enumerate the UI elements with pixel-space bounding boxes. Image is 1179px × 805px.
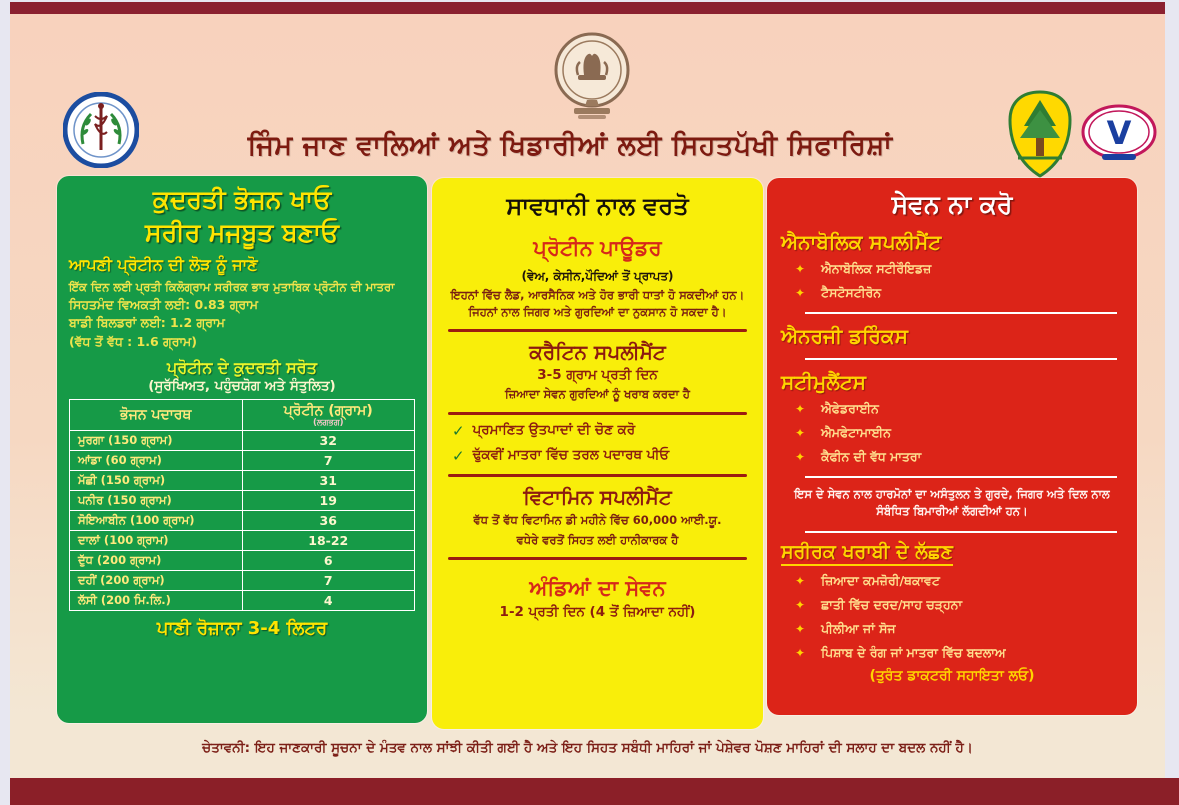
food-item: ਆਂਡਾ (60 ਗ੍ਰਾਮ) (70, 451, 243, 471)
vitamin-line1: ਵੱਧ ਤੋਂ ਵੱਧ ਵਿਟਾਮਿਨ ਡੀ ਮਹੀਨੇ ਵਿੱਚ 60,000 ਆਈ.ਯੂ. (473, 513, 722, 528)
list-item (795, 448, 1123, 466)
food-item: ਮੱਛੀ (150 ਗ੍ਰਾਮ) (70, 471, 243, 491)
table-row (70, 451, 415, 471)
divider (805, 358, 1117, 360)
creatine-heading: ਕਰੈਟਿਨ ਸਪਲੀਮੈਂਟ (529, 340, 666, 365)
column-header-protein (242, 399, 415, 431)
checklist-item (452, 422, 753, 440)
table-row (70, 491, 415, 511)
energy-drinks-heading: ਐਨਰਜੀ ਡਰਿੰਕਸ (781, 324, 908, 348)
diamond-bullet-icon: ✦ (795, 450, 806, 464)
diamond-bullet-icon: ✦ (795, 573, 806, 588)
diamond-bullet-icon: ✦ (795, 286, 806, 300)
red-panel-do-not-consume (767, 178, 1137, 715)
green-title-line2: ਸਰੀਰ ਮਜਬੂਤ ਬਣਾਓ (145, 217, 339, 247)
list-item (795, 620, 1123, 638)
veterinary-logo-icon (1080, 104, 1158, 164)
medical-help-note: (ਤੁਰੰਤ ਡਾਕਟਰੀ ਸਹਾਇਤਾ ਲਓ) (869, 667, 1035, 684)
footer-disclaimer: ਚੇਤਾਵਨੀ: ਇਹ ਜਾਣਕਾਰੀ ਸੂਚਨਾ ਦੇ ਮੰਤਵ ਨਾਲ ਸਾਂਝੀ ਕੀਤੀ ਗਈ ਹੈ ਅਤੇ ਇਹ ਸਿਹਤ ਸਬੰਧੀ ਮਾਹਿਰਾਂ ਜਾਂ ਪੇਸ਼ੇਵਰ ਪੋਸ਼ਣ ਮਾਹਿਰਾਂ ਦੀ ਸਲਾਹ ਦਾ ਬਦਲ ਨਹੀਂ ਹੈ। (202, 740, 973, 756)
protein-req-healthy: ਸਿਹਤਮੰਦ ਵਿਅਕਤੀ ਲਈ: 0.83 ਗ੍ਰਾਮ (69, 296, 258, 312)
protein-powder-heading: ਪ੍ਰੋਟੀਨ ਪਾਊਡਰ (533, 236, 662, 260)
symptoms-heading: ਸਰੀਰਕ ਖਰਾਬੀ ਦੇ ਲੱਛਣ (781, 541, 953, 566)
food-item: ਦਹੀਂ (200 ਗ੍ਰਾਮ) (70, 571, 243, 591)
check-icon: ✓ (452, 447, 465, 466)
protein-value: 36 (242, 511, 415, 531)
stimulants-heading: ਸਟੀਮੁਲੈਂਟਸ (781, 370, 866, 394)
food-item: ਸੋਇਆਬੀਨ (100 ਗ੍ਰਾਮ) (70, 511, 243, 531)
protein-value: 4 (242, 591, 415, 611)
anabolic-heading: ਐਨਾਬੋਲਿਕ ਸਪਲੀਮੈਂਟ (781, 230, 942, 254)
protein-value: 18-22 (242, 531, 415, 551)
sports-logo-icon (1008, 90, 1072, 178)
protein-need-subtitle: ਆਪਣੀ ਪ੍ਰੋਟੀਨ ਦੀ ਲੋੜ ਨੂੰ ਜਾਣੋ (69, 255, 258, 274)
food-item: ਮੁਰਗਾ (150 ਗ੍ਰਾਮ) (70, 431, 243, 451)
table-row (70, 591, 415, 611)
protein-value: 31 (242, 471, 415, 491)
national-emblem-icon (547, 28, 637, 134)
creatine-dose: 3-5 ਗ੍ਰਾਮ ਪ੍ਰਤੀ ਦਿਨ (537, 367, 658, 384)
protein-sources-subtitle: (ਸੁਰੱਖਿਅਤ, ਪਹੁੰਚਯੋਗ ਅਤੇ ਸੰਤੁਲਿਤ) (148, 377, 336, 394)
table-row (70, 531, 415, 551)
anabolic-item: ਟੈਸਟੋਸਟੀਰੋਨ (821, 285, 882, 300)
anabolic-item: ਐਨਾਬੋਲਿਕ ਸਟੀਰੌਇਡਜ਼ (821, 261, 932, 276)
protein-powder-sources: (ਵੇਅ, ਕੇਸੀਨ,ਪੌਦਿਆਂ ਤੋਂ ਪ੍ਰਾਪਤ) (521, 269, 674, 283)
table-row (70, 471, 415, 491)
checklist-item (452, 447, 753, 465)
protein-table (69, 399, 415, 612)
table-row (70, 511, 415, 531)
creatine-warning: ਜ਼ਿਆਦਾ ਸੇਵਨ ਗੁਰਦਿਆਂ ਨੂੰ ਖਰਾਬ ਕਰਦਾ ਹੈ (505, 387, 690, 402)
vitamin-heading: ਵਿਟਾਮਿਨ ਸਪਲੀਮੈਂਟ (523, 485, 672, 510)
divider (805, 312, 1117, 314)
list-item (795, 644, 1123, 662)
divider (448, 557, 747, 560)
diamond-bullet-icon: ✦ (795, 426, 806, 440)
food-item: ਲੱਸੀ (200 ਮਿ.ਲਿ.) (70, 591, 243, 611)
green-panel-title (69, 184, 415, 249)
poster-title: ਜਿੰਮ ਜਾਣ ਵਾਲਿਆਂ ਅਤੇ ਖਿਡਾਰੀਆਂ ਲਈ ਸਿਹਤਪੱਖੀ ਸਿਫਾਰਿਸ਼ਾਂ (247, 130, 893, 161)
vet-logo-letter: V (1106, 114, 1132, 152)
bottom-maroon-band (10, 778, 1179, 805)
eggs-heading: ਅੰਡਿਆਂ ਦਾ ਸੇਵਨ (529, 576, 666, 601)
list-item (795, 424, 1123, 442)
diamond-bullet-icon: ✦ (795, 597, 806, 612)
column-header-food: ਭੋਜਨ ਪਦਾਰਥ (70, 399, 243, 431)
protein-value: 6 (242, 551, 415, 571)
divider (448, 329, 747, 332)
table-row (70, 551, 415, 571)
green-panel-natural-food (57, 176, 427, 723)
diamond-bullet-icon: ✦ (795, 402, 806, 416)
divider (805, 531, 1117, 533)
protein-sources-title: ਪ੍ਰੋਟੀਨ ਦੇ ਕੁਦਰਤੀ ਸਰੋਤ (167, 357, 317, 377)
divider (448, 412, 747, 415)
list-item (795, 400, 1123, 418)
water-daily-note: ਪਾਣੀ ਰੋਜ਼ਾਨਾ 3-4 ਲਿਟਰ (156, 618, 328, 640)
stimulant-item: ਐਫੇਡਰਾਈਨ (821, 401, 879, 416)
eggs-line: 1-2 ਪ੍ਰਤੀ ਦਿਨ (4 ਤੋਂ ਜ਼ਿਆਦਾ ਨਹੀਂ) (499, 604, 696, 621)
column-header-protein-label: ਪ੍ਰੋਟੀਨ (ਗ੍ਰਾਮ) (283, 402, 373, 419)
table-row (70, 431, 415, 451)
divider (805, 476, 1117, 478)
diamond-bullet-icon: ✦ (795, 621, 806, 636)
table-row (70, 571, 415, 591)
yellow-panel-use-with-caution (432, 178, 763, 729)
symptom-item: ਜ਼ਿਆਦਾ ਕਮਜ਼ੋਰੀ/ਥਕਾਵਟ (821, 572, 940, 588)
symptom-item: ਪਿਸ਼ਾਬ ਦੇ ਰੰਗ ਜਾਂ ਮਾਤਰਾ ਵਿੱਚ ਬਦਲਾਅ (821, 644, 1006, 660)
list-item (795, 572, 1123, 590)
list-item (795, 596, 1123, 614)
protein-value: 32 (242, 431, 415, 451)
hormone-warning-text: ਇਸ ਦੇ ਸੇਵਨ ਨਾਲ ਹਾਰਮੋਨਾਂ ਦਾ ਅਸੰਤੁਲਨ ਤੇ ਗੁਰਦੇ, ਜਿਗਰ ਅਤੇ ਦਿਲ ਨਾਲ ਸੰਬੰਧਿਤ ਬਿਮਾਰੀਆਂ ਲੱਗਦੀਆਂ ਹਨ। (794, 487, 1110, 519)
food-item: ਦਾਲਾਂ (100 ਗ੍ਰਾਮ) (70, 531, 243, 551)
protein-value: 7 (242, 451, 415, 471)
column-header-approx-note: (ਲਗਭਗ) (312, 417, 344, 428)
food-item: ਪਨੀਰ (150 ਗ੍ਰਾਮ) (70, 491, 243, 511)
food-item: ਦੁੱਧ (200 ਗ੍ਰਾਮ) (70, 551, 243, 571)
top-maroon-bar (10, 2, 1165, 14)
protein-value: 19 (242, 491, 415, 511)
diamond-bullet-icon: ✦ (795, 262, 806, 276)
list-item (795, 260, 1123, 278)
protein-powder-warning: ਇਹਨਾਂ ਵਿੱਚ ਲੈਡ, ਆਰਸੈਨਿਕ ਅਤੇ ਹੋਰ ਭਾਰੀ ਧਾਤਾਂ ਹੋ ਸਕਦੀਆਂ ਹਨ। ਜਿਹਨਾਂ ਨਾਲ ਜਿਗਰ ਅਤੇ ਗੁਰਦਿਆਂ ਦਾ ਨੁਕਸਾਨ ਹੋ ਸਕਦਾ ਹੈ। (450, 288, 745, 319)
check-icon: ✓ (452, 422, 465, 441)
stimulant-item: ਕੈਫੀਨ ਦੀ ਵੱਧ ਮਾਤਰਾ (821, 449, 922, 464)
green-title-line1: ਕੁਦਰਤੀ ਭੋਜਨ ਖਾਓ (152, 185, 332, 214)
checklist-text: ਢੁੱਕਵੀਂ ਮਾਤਰਾ ਵਿੱਚ ਤਰਲ ਪਦਾਰਥ ਪੀਓ (472, 447, 670, 464)
protein-value: 7 (242, 571, 415, 591)
poster-body (10, 14, 1165, 778)
vitamin-line2: ਵਧੇਰੇ ਵਰਤੋਂ ਸਿਹਤ ਲਈ ਹਾਨੀਕਾਰਕ ਹੈ (516, 532, 679, 547)
protein-table-header-row (70, 399, 415, 431)
list-item (795, 284, 1123, 302)
symptom-item: ਪੀਲੀਆ ਜਾਂ ਸੋਜ (821, 620, 896, 636)
divider (448, 474, 747, 477)
red-panel-title: ਸੇਵਨ ਨਾ ਕਰੋ (891, 190, 1013, 219)
diamond-bullet-icon: ✦ (795, 645, 806, 660)
protein-req-max: (ਵੱਧ ਤੋਂ ਵੱਧ : 1.6 ਗ੍ਰਾਮ) (69, 334, 197, 350)
stimulant-item: ਐਮਫੇਟਾਮਾਈਨ (821, 425, 891, 440)
protein-intro-text: ਇੱਕ ਦਿਨ ਲਈ ਪ੍ਰਤੀ ਕਿਲੋਗ੍ਰਾਮ ਸਰੀਰਕ ਭਾਰ ਮੁਤਾਬਿਕ ਪ੍ਰੋਟੀਨ ਦੀ ਮਾਤਰਾ (69, 280, 395, 294)
symptom-item: ਛਾਤੀ ਵਿੱਚ ਦਰਦ/ਸਾਹ ਚੜ੍ਹਨਾ (821, 596, 963, 612)
yellow-panel-title: ਸਾਵਧਾਨੀ ਨਾਲ ਵਰਤੋ (506, 192, 689, 220)
protein-req-bodybuilder: ਬਾਡੀ ਬਿਲਡਰਾਂ ਲਈ: 1.2 ਗ੍ਰਾਮ (69, 315, 225, 331)
checklist-text: ਪ੍ਰਮਾਣਿਤ ਉਤਪਾਦਾਂ ਦੀ ਚੋਣ ਕਰੋ (472, 422, 636, 439)
health-department-logo-icon (63, 92, 139, 168)
